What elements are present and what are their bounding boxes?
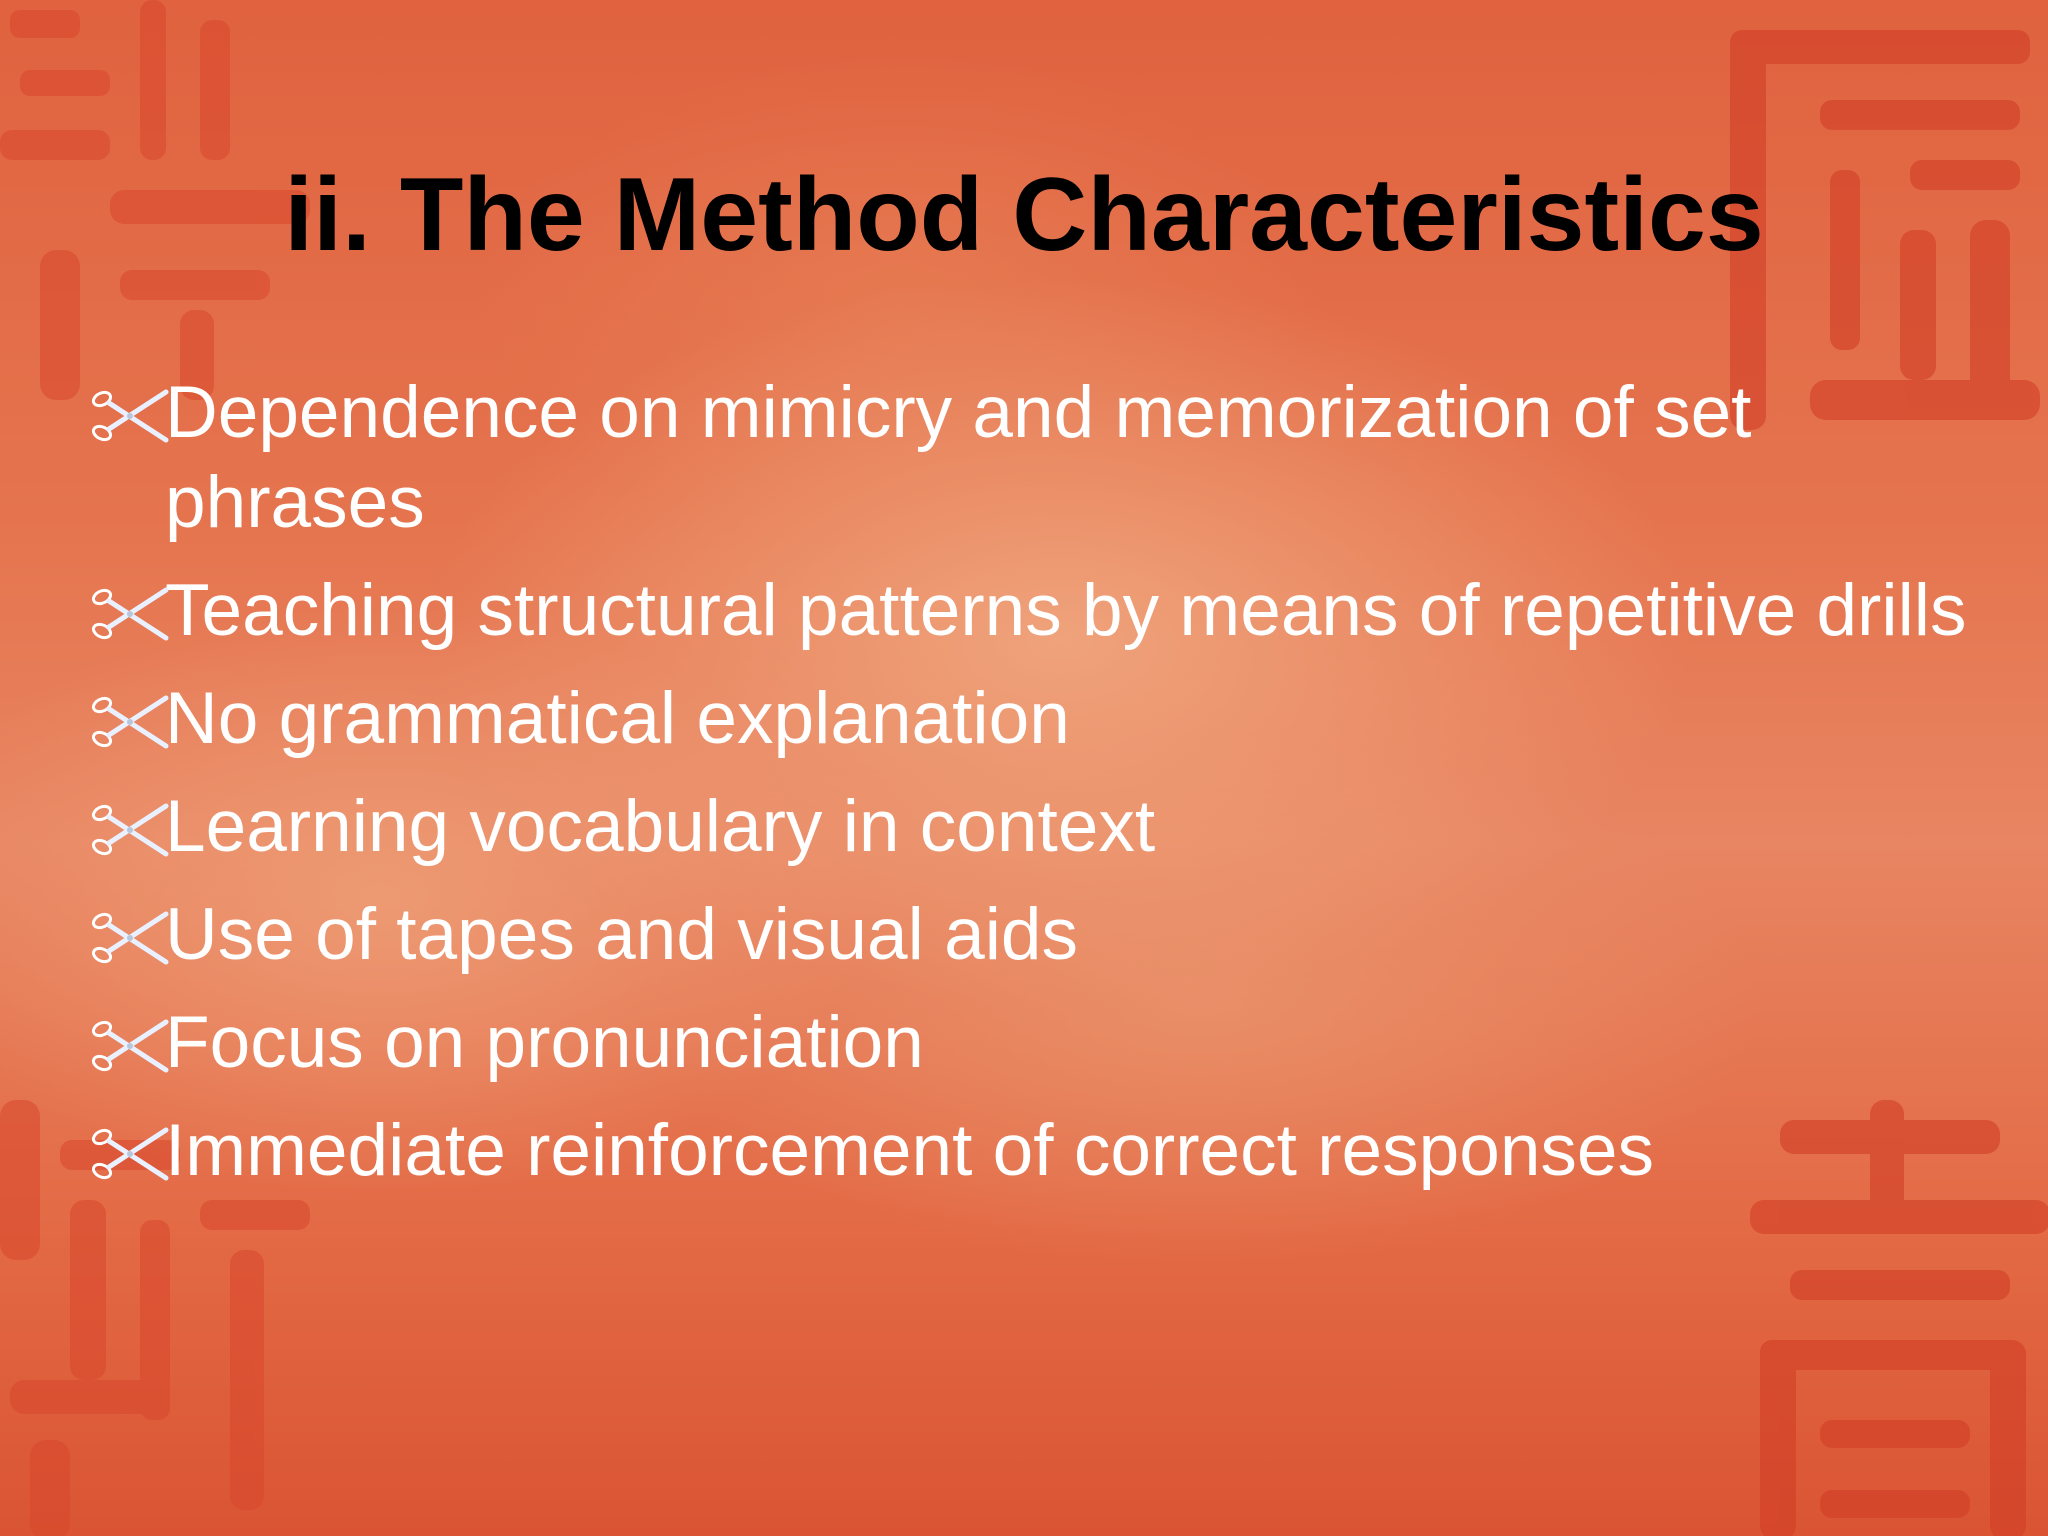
bullet-text: No grammatical explanation bbox=[165, 678, 1070, 759]
bullet-item bbox=[90, 566, 1990, 656]
bullet-item bbox=[90, 890, 1990, 980]
bullet-item bbox=[90, 782, 1990, 872]
bullet-text: Teaching structural patterns by means of repetitive drills bbox=[165, 570, 1967, 651]
bullet-text: Dependence on mimicry and memorization of set phrases bbox=[165, 372, 1752, 543]
bullet-text: Immediate reinforcement of correct responses bbox=[165, 1110, 1655, 1191]
scissors-icon bbox=[90, 584, 170, 644]
scissors-icon bbox=[90, 908, 170, 968]
scissors-icon bbox=[90, 800, 170, 860]
scissors-icon bbox=[90, 1124, 170, 1184]
bullet-item bbox=[90, 998, 1990, 1088]
bullet-text: Use of tapes and visual aids bbox=[165, 894, 1079, 975]
scissors-icon bbox=[90, 386, 170, 446]
scissors-icon bbox=[90, 1016, 170, 1076]
bullet-item bbox=[90, 368, 1990, 548]
bullet-text: Learning vocabulary in context bbox=[165, 786, 1156, 867]
bullet-list bbox=[90, 368, 1990, 1214]
bullet-item bbox=[90, 674, 1990, 764]
bullet-text: Focus on pronunciation bbox=[165, 1002, 924, 1083]
bullet-item bbox=[90, 1106, 1990, 1196]
slide-title: ii. The Method Characteristics bbox=[284, 157, 1764, 273]
scissors-icon bbox=[90, 692, 170, 752]
